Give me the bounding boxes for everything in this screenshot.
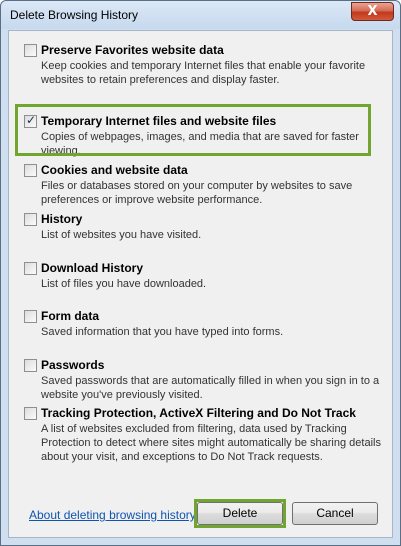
- delete-button[interactable]: Delete: [197, 502, 283, 525]
- highlight-frame: [15, 104, 371, 156]
- close-button[interactable]: [351, 2, 394, 21]
- passwords-checkbox[interactable]: [24, 359, 37, 372]
- form-data-checkbox[interactable]: [24, 310, 37, 323]
- option-description: List of files you have downloaded.: [41, 278, 207, 290]
- tracking-protection-checkbox[interactable]: [24, 407, 37, 420]
- cookies-checkbox[interactable]: [24, 164, 37, 177]
- option-description: List of websites you have visited.: [41, 229, 202, 241]
- option-title: Preserve Favorites website data: [41, 43, 224, 57]
- checkmark-icon: ✓: [26, 113, 37, 127]
- option-description: A list of websites excluded from filtering, data used by Tracking Protection to detect where sites might automatically be sharing details about your visit, and exceptions to Do Not Track requests.: [41, 423, 381, 463]
- option-title: Temporary Internet files and website files: [41, 114, 277, 128]
- option-description: Saved passwords that are automatically filled in when you sign in to a website you've previously visited.: [41, 375, 380, 401]
- option-title: Cookies and website data: [41, 163, 188, 177]
- history-checkbox[interactable]: [24, 213, 37, 226]
- about-deleting-history-link[interactable]: About deleting browsing history: [29, 508, 196, 522]
- option-description: Files or databases stored on your computer by websites to save preferences or improve website performance.: [41, 180, 353, 206]
- option-description: Keep cookies and temporary Internet files that enable your favorite websites to retain preferences and display faster.: [41, 60, 366, 86]
- window-title: Delete Browsing History: [10, 8, 139, 22]
- option-description: Saved information that you have typed into forms.: [41, 326, 284, 338]
- option-title: Download History: [41, 261, 144, 275]
- preserve-favorites-checkbox[interactable]: [24, 44, 37, 57]
- option-title: History: [41, 212, 83, 226]
- close-icon: X: [367, 4, 378, 19]
- option-title: Passwords: [41, 358, 105, 372]
- option-title: Tracking Protection, ActiveX Filtering and Do Not Track: [41, 406, 356, 420]
- option-description: Copies of webpages, images, and media that are saved for faster viewing.: [41, 131, 359, 157]
- title-bar: [1, 1, 400, 29]
- options-panel: [8, 30, 393, 538]
- option-title: Form data: [41, 309, 100, 323]
- cancel-button[interactable]: Cancel: [292, 502, 378, 525]
- download-history-checkbox[interactable]: [24, 262, 37, 275]
